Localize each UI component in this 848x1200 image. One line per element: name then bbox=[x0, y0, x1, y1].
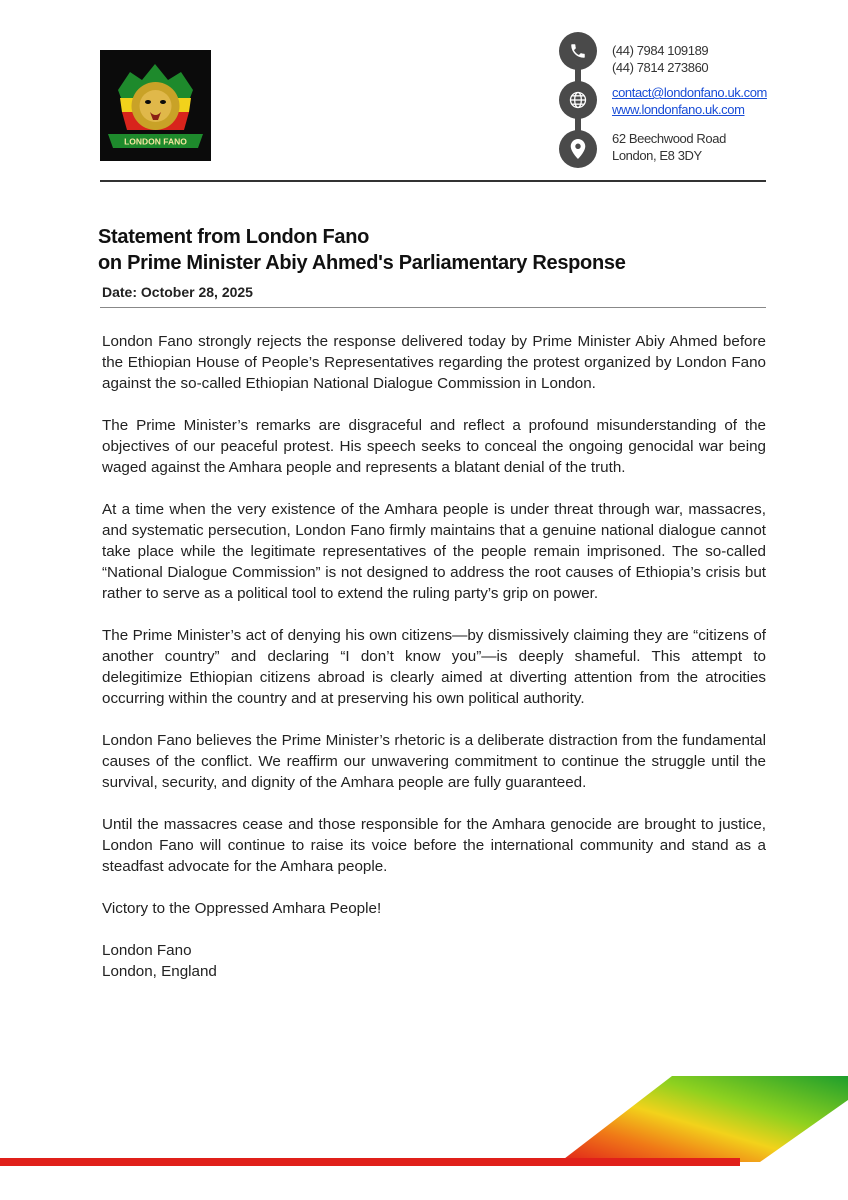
phone-numbers bbox=[612, 42, 708, 76]
address-line-2: London, E8 3DY bbox=[612, 148, 702, 163]
phone-number-1: (44) 7984 109189 bbox=[612, 43, 709, 58]
signature-place: London, England bbox=[102, 963, 217, 980]
statement-title bbox=[98, 224, 626, 276]
statement-body bbox=[102, 331, 766, 982]
paragraph-2: The Prime Minister’s remarks are disgraceful and reflect a profound misunderstanding of the objectives of our peaceful protest. His speech seeks to conceal the ongoing genocidal war being waged against the Amhara people and represents a blatant denial of the truth. bbox=[102, 417, 766, 476]
website-link[interactable]: www.londonfano.uk.com bbox=[612, 102, 745, 117]
signature-name: London Fano bbox=[102, 942, 192, 959]
paragraph-4: The Prime Minister’s act of denying his own citizens—by dismissively claiming they are “citizens of another country” and declaring “I don’t know you”—is deeply shameful. This attempt to delegitimize Ethiopian citizens abroad is clearly aimed at diverting attention from the atrocities occurring within the country and at preserving his own political authority. bbox=[102, 627, 766, 707]
header-divider bbox=[100, 180, 766, 182]
paragraph-3: At a time when the very existence of the Amhara people is under threat through war, massacres, and systematic persecution, London Fano firmly maintains that a genuine national dialogue cannot take place while the legitimate representatives of the people remain imprisoned. The so-called “National Dialogue Commission” is not designed to address the root causes of Ethiopia’s crisis but rather to serve as a political tool to extend the ruling party’s grip on power. bbox=[102, 501, 766, 602]
closing-slogan: Victory to the Oppressed Amhara People! bbox=[102, 900, 382, 917]
title-line-2: on Prime Minister Abiy Ahmed's Parliamentary Response bbox=[98, 252, 626, 274]
web-contacts bbox=[612, 84, 767, 118]
address bbox=[612, 130, 726, 164]
address-line-1: 62 Beechwood Road bbox=[612, 131, 726, 146]
phone-icon bbox=[559, 32, 597, 70]
title-divider bbox=[100, 307, 766, 308]
title-line-1: Statement from London Fano bbox=[98, 226, 370, 248]
footer-color-banner bbox=[0, 1060, 848, 1200]
paragraph-6: Until the massacres cease and those responsible for the Amhara genocide are brought to justice, London Fano will continue to raise its voice before the international community and stand as a steadfast advocate for the Amhara people. bbox=[102, 816, 766, 875]
logo-text: LONDON FANO bbox=[124, 136, 187, 147]
statement-date: Date: October 28, 2025 bbox=[102, 284, 253, 300]
london-fano-logo bbox=[100, 50, 211, 161]
location-pin-icon bbox=[559, 130, 597, 168]
email-link[interactable]: contact@londonfano.uk.com bbox=[612, 85, 767, 100]
globe-icon bbox=[559, 81, 597, 119]
paragraph-1: London Fano strongly rejects the response delivered today by Prime Minister Abiy Ahmed before the Ethiopian House of People’s Representatives regarding the protest organized by London Fano against the so-called Ethiopian National Dialogue Commission in London. bbox=[102, 333, 766, 392]
paragraph-5: London Fano believes the Prime Minister’s rhetoric is a deliberate distraction from the fundamental causes of the conflict. We reaffirm our unwavering commitment to continue the struggle until the survival, security, and dignity of the Amhara people are fully guaranteed. bbox=[102, 732, 766, 791]
phone-number-2: (44) 7814 273860 bbox=[612, 60, 709, 75]
